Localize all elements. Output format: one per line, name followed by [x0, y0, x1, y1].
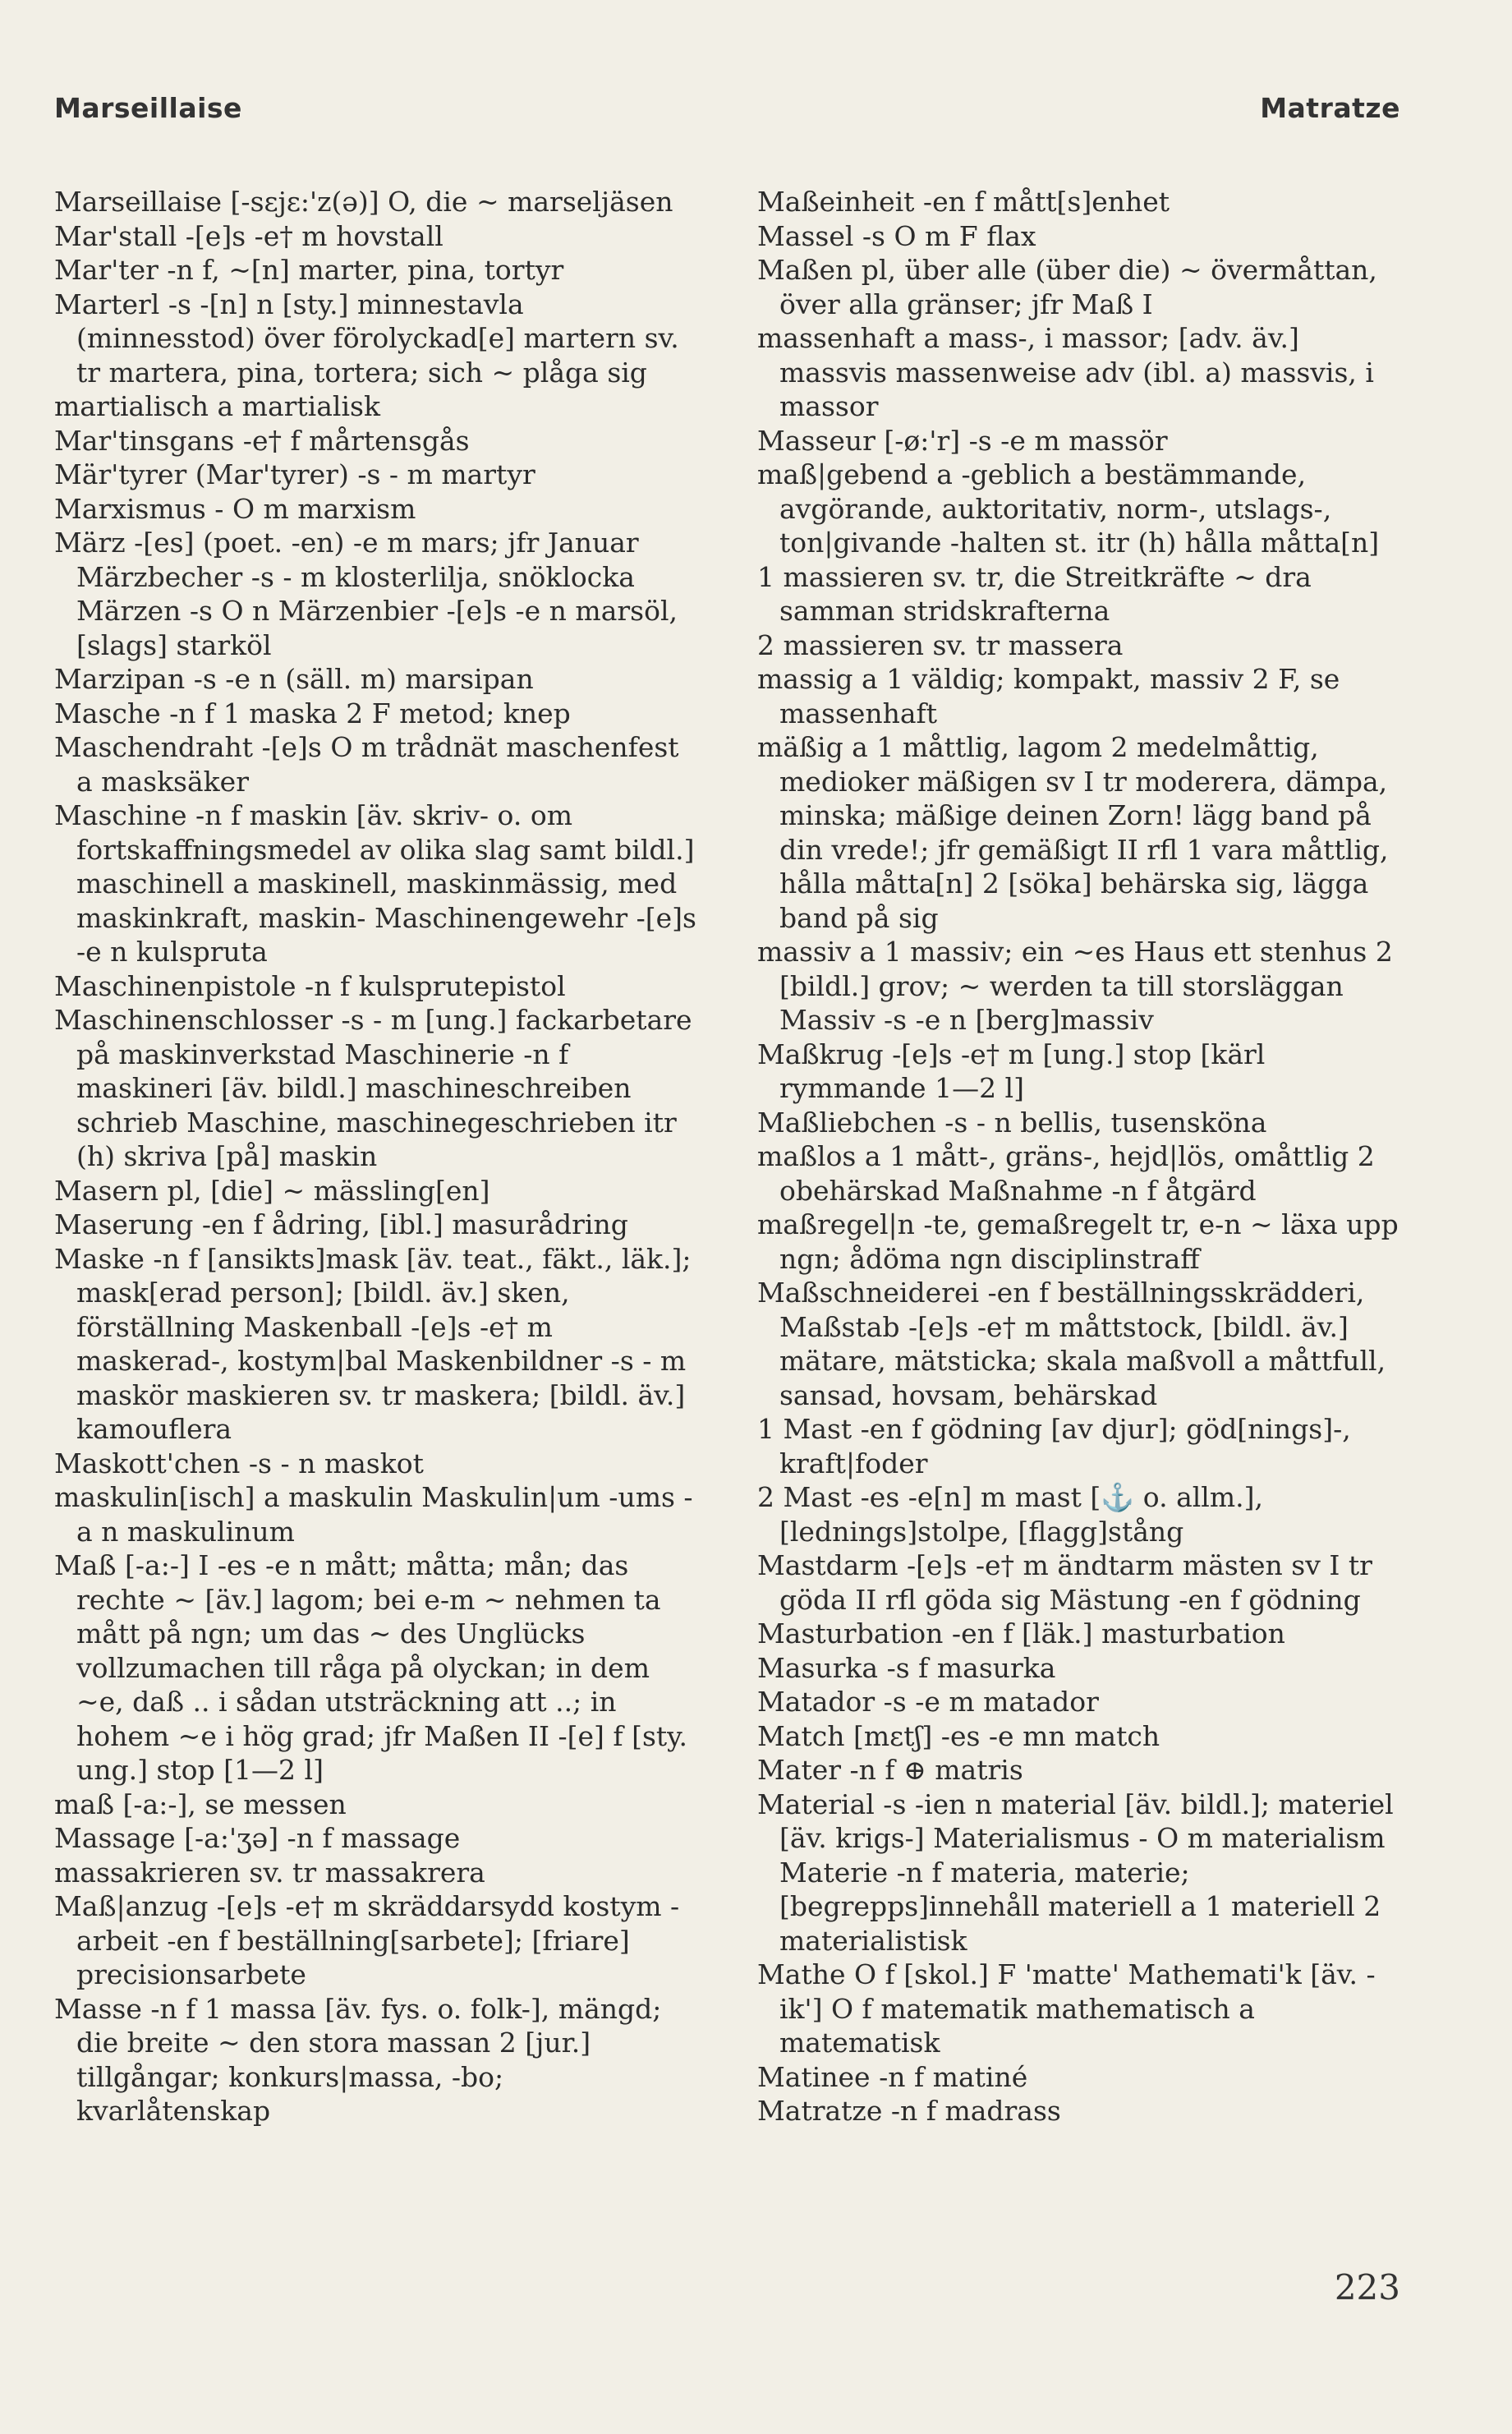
dictionary-entry: Mar'ter -n f, ~[n] marter, pina, tortyr [54, 254, 564, 286]
dictionary-entry: 1 massieren sv. tr, die Streitkräfte ~ dra samman stridskrafterna [757, 560, 1312, 627]
left-column [54, 185, 703, 2128]
page-number: 223 [1334, 2267, 1400, 2307]
dictionary-entry: mäßig a 1 måttlig, lagom 2 medelmåttig, medioker mäßigen sv I tr moderera, dämpa, minska; mäßige deinen Zorn! lägg band på din vrede!; jfr gemäßigt II rfl 1 vara måttlig, hålla måtta[n] 2 [söka] behärska sig, lägga band på sig [757, 731, 1389, 934]
dictionary-entry: Maserung -en f ådring, [ibl.] masurådring [54, 1208, 628, 1240]
dictionary-entry: Marzipan -s -e n (säll. m) marsipan [54, 663, 534, 695]
dictionary-entry: Mar'tinsgans -e† f mårtensgås [54, 424, 470, 457]
dictionary-entry: Mater -n f ⊕ matris [757, 1754, 1023, 1786]
dictionary-entry: Maßschneiderei -en f beställningsskrädderi, Maßstab -[e]s -e† m måttstock, [bildl. äv.] mätare, mätsticka; skala maßvoll a måttfull, sansad, hovsam, behärskad [757, 1277, 1386, 1411]
dictionary-entry: maß|gebend a -geblich a bestämmande, avgörande, auktoritativ, norm-, utslags-, ton|givande -halten st. itr (h) hålla måtta[n] [757, 458, 1380, 559]
dictionary-entry: Maß|anzug -[e]s -e† m skräddarsydd kostym -arbeit -en f beställning[sarbete]; [friare] precisionsarbete [54, 1890, 680, 1990]
dictionary-entry: Massage [-a:'ʒə] -n f massage [54, 1822, 461, 1854]
dictionary-entry: maskulin[isch] a maskulin Maskulin|um -ums -a n maskulinum [54, 1481, 693, 1548]
dictionary-entry: Matador -s -e m matador [757, 1686, 1099, 1718]
dictionary-entry: Maß [-a:-] I -es -e n mått; måtta; mån; das rechte ~ [äv.] lagom; bei e-m ~ nehmen ta mått på ngn; um das ~ des Unglücks vollzumachen till råga på olyckan; in dem ~e, daß .. i sådan utsträckning att ..; in hohem ~e i hög grad; jfr Maßen II -[e] f [sty. ung.] stop [1—2 l] [54, 1549, 687, 1786]
dictionary-entry: massenhaft a mass-, i massor; [adv. äv.] massvis massenweise adv (ibl. a) massvis, i massor [757, 322, 1374, 422]
header-left-guideword: Marseillaise [54, 92, 242, 124]
dictionary-entry: Masse -n f 1 massa [äv. fys. o. folk-], mängd; die breite ~ den stora massan 2 [jur.] tillgångar; konkurs|massa, -bo; kvarlåtenskap [54, 1992, 662, 2127]
dictionary-entry: martialisch a martialisk [54, 390, 380, 422]
dictionary-entry: Mathe O f [skol.] F 'matte' Mathemati'k [äv. -ik'] O f matematik mathematisch a matematisk [757, 1958, 1376, 2059]
dictionary-entry: 2 massieren sv. tr massera [757, 628, 1124, 661]
dictionary-entry: Maske -n f [ansikts]mask [äv. teat., fäkt., läk.]; mask[erad person]; [bildl. äv.] sken, förställning Maskenball -[e]s -e† m maskerad-, kostym|bal Maskenbildner -s - m maskör maskieren sv. tr maskera; [bildl. äv.] kamouflera [54, 1242, 692, 1445]
dictionary-entry: maß [-a:-], se messen [54, 1788, 347, 1820]
dictionary-entry: maßlos a 1 mått-, gräns-, hejd|lös, omåttlig 2 obehärskad Maßnahme -n f åtgärd [757, 1140, 1375, 1207]
dictionary-entry: Maskott'chen -s - n maskot [54, 1447, 424, 1479]
dictionary-entry: Mar'stall -[e]s -e† m hovstall [54, 219, 443, 252]
dictionary-entry: Maschine -n f maskin [äv. skriv- o. om fortskaffningsmedel av olika slag samt bildl.] maschinell a maskinell, maskinmässig, med maskinkraft, maskin- Maschinengewehr -[e]s -e n kulspruta [54, 799, 696, 968]
dictionary-entry: massakrieren sv. tr massakrera [54, 1856, 485, 1889]
dictionary-entry: Marxismus - O m marxism [54, 492, 416, 525]
dictionary-entry: Masurka -s f masurka [757, 1651, 1056, 1684]
dictionary-entry: Maßen pl, über alle (über die) ~ övermåttan, över alla gränser; jfr Maß I [757, 254, 1377, 320]
dictionary-entry: 2 Mast -es -e[n] m mast [⚓ o. allm.], [lednings]stolpe, [flagg]stång [757, 1481, 1263, 1548]
right-column [757, 185, 1403, 2128]
dictionary-entry: Maschinenschlosser -s - m [ung.] fackarbetare på maskinverkstad Maschinerie -n f maskineri [äv. bildl.] maschineschreiben schrieb Maschine, maschinegeschrieben itr (h) skriva [på] maskin [54, 1004, 692, 1172]
dictionary-entry: Matinee -n f matiné [757, 2060, 1028, 2093]
dictionary-entry: Marseillaise [-sɛjɛ:'z(ə)] O, die ~ marseljäsen [54, 186, 673, 218]
dictionary-entry: Mastdarm -[e]s -e† m ändtarm mästen sv I tr göda II rfl göda sig Mästung -en f gödning [757, 1549, 1372, 1616]
dictionary-entry: Maßeinheit -en f mått[s]enhet [757, 186, 1170, 218]
dictionary-entry: Masseur [-ø:'r] -s -e m massör [757, 424, 1168, 457]
dictionary-entry: Maßkrug -[e]s -e† m [ung.] stop [kärl rymmande 1—2 l] [757, 1038, 1266, 1104]
dictionary-entry: massiv a 1 massiv; ein ~es Haus ett stenhus 2 [bildl.] grov; ~ werden ta till storsläggan Massiv -s -e n [berg]massiv [757, 936, 1393, 1036]
running-header [54, 92, 1400, 141]
dictionary-entry: massig a 1 väldig; kompakt, massiv 2 F, se massenhaft [757, 663, 1340, 729]
dictionary-entry: Material -s -ien n material [äv. bildl.]; materiel [äv. krigs-] Materialismus - O m materialism Materie -n f materia, materie; [begrepps]innehåll materiell a 1 materiell 2 materialistisk [757, 1788, 1394, 1957]
dictionary-entry: Masche -n f 1 maska 2 F metod; knep [54, 697, 571, 729]
dictionary-entry: maßregel|n -te, gemaßregelt tr, e-n ~ läxa upp ngn; ådöma ngn disciplinstraff [757, 1208, 1399, 1275]
dictionary-entry: Mär'tyrer (Mar'tyrer) -s - m martyr [54, 458, 535, 490]
dictionary-entry: Match [mɛtʃ] -es -e mn match [757, 1719, 1160, 1752]
dictionary-entry: Marterl -s -[n] n [sty.] minnestavla (minnesstod) över förolyckad[e] martern sv. tr martera, pina, tortera; sich ~ plåga sig [54, 288, 679, 389]
dictionary-entry: Massel -s O m F flax [757, 219, 1036, 252]
dictionary-entry: Masern pl, [die] ~ mässling[en] [54, 1174, 490, 1207]
dictionary-entry: Matratze -n f madrass [757, 2095, 1061, 2127]
dictionary-entry: März -[es] (poet. -en) -e m mars; jfr Januar Märzbecher -s - m klosterlilja, snöklocka Märzen -s O n Märzenbier -[e]s -e n marsöl, [slags] starköl [54, 527, 678, 661]
dictionary-entry: 1 Mast -en f gödning [av djur]; göd[nings]-, kraft|foder [757, 1413, 1351, 1479]
dictionary-entry: Maschendraht -[e]s O m trådnät maschenfest a masksäker [54, 731, 679, 798]
dictionary-entry: Maßliebchen -s - n bellis, tusensköna [757, 1106, 1267, 1139]
dictionary-entry: Masturbation -en f [läk.] masturbation [757, 1617, 1285, 1650]
dictionary-entry: Maschinenpistole -n f kulsprutepistol [54, 969, 566, 1002]
header-right-guideword: Matratze [1260, 92, 1400, 124]
